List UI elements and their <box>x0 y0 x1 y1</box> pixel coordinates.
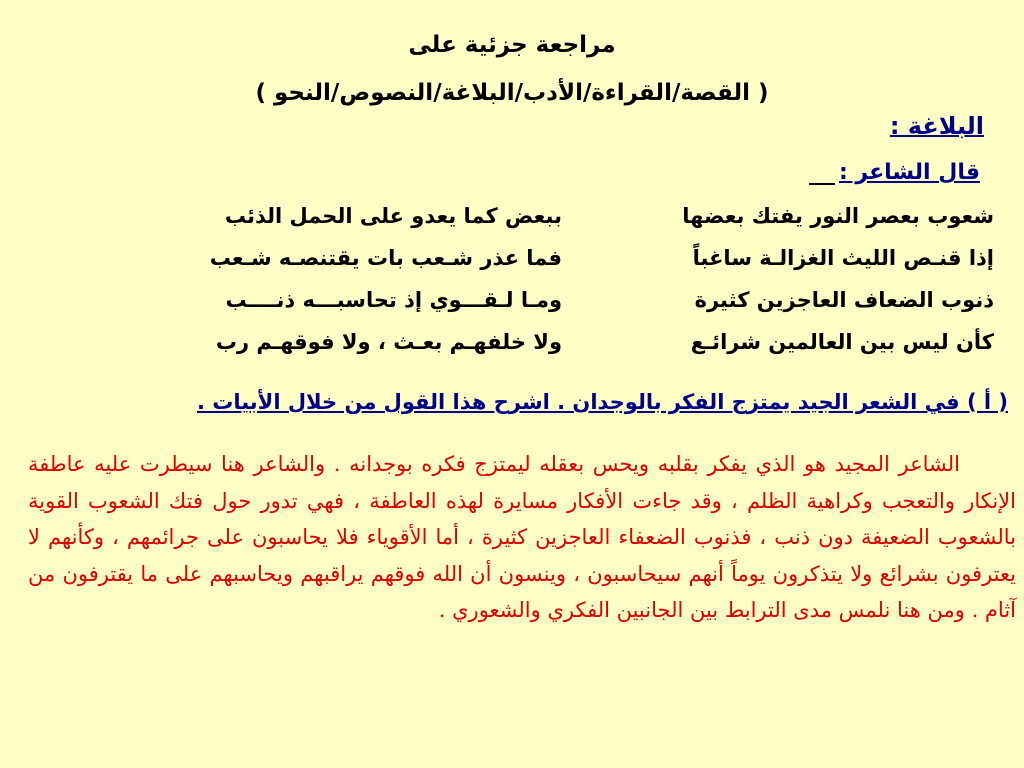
question-a: ( أ ) في الشعر الجيد يمتزج الفكر بالوجدان . اشرح هذا القول من خلال الأبيات . <box>196 390 1008 414</box>
verse-3-second-hemistich: ومـا لـقـــوي إذ تحاسبـــه ذنــــب <box>225 288 562 312</box>
verse-3-first-hemistich: ذنوب الضعاف العاجزين كثيرة <box>694 288 994 312</box>
answer-paragraph: الشاعر المجيد هو الذي يفكر بقلبه ويحس بعقله ليمتزج فكره بوجدانه . والشاعر هنا سيطرت عليه عاطفة الإنكار والتعجب وكراهية الظلم ، وقد جاءت الأفكار مسايرة لهذه العاطفة ، فهي تدور حول فتك الشعوب القوية بالشعوب الضعيفة دون ذنب ، فذنوب الضعفاء العاجزين كثيرة ، أما الأقوياء فلا يحاسبون على جرائمهم ، وكأنهم لا يعترفون بشرائع ولا يتذكرون يوماً أنهم سيحاسبون ، وينسون أن الله فوقهم يراقبهم ويحاسبهم على ما يقترفون من آثام . ومن هنا نلمس مدى الترابط بين الجانبين الفكري والشعوري . <box>28 452 1016 622</box>
section-heading-balagha: البلاغة : <box>889 112 984 140</box>
verse-4-first-hemistich: كأن ليس بين العالمين شرائـع <box>690 330 994 354</box>
underline-bar <box>809 183 835 185</box>
verse-2-first-hemistich: إذا قنـص الليث الغزالـة ساغباً <box>692 246 994 270</box>
page-title: مراجعة جزئية على <box>408 32 616 58</box>
answer-block <box>28 446 1016 629</box>
verse-1-second-hemistich: ببعض كما يعدو على الحمل الذئب <box>224 204 562 228</box>
verse-2-second-hemistich: فما عذر شـعب بات يقتنصـه شـعب <box>209 246 562 270</box>
page-subtitle: ( القصة/القراءة/الأدب/البلاغة/النصوص/النحو ) <box>255 80 769 106</box>
poet-intro-label: قال الشاعر : <box>838 160 980 185</box>
poet-intro <box>809 160 984 185</box>
verse-4-second-hemistich: ولا خلفهـم بعـث ، ولا فوقهـم رب <box>215 330 562 354</box>
verse-1-first-hemistich: شعوب بعصر النور يفتك بعضها <box>682 204 994 228</box>
